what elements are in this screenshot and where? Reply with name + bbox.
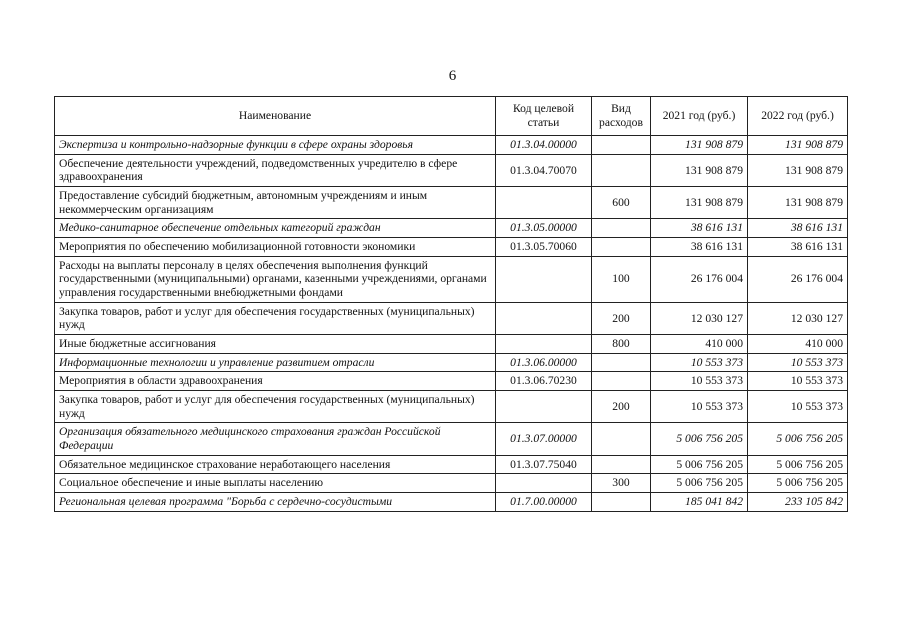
cell-code: 01.3.04.00000	[496, 136, 592, 155]
cell-year-2022: 10 553 373	[748, 391, 848, 423]
cell-year-2021: 10 553 373	[651, 353, 748, 372]
cell-name: Мероприятия по обеспечению мобилизационной готовности экономики	[55, 238, 496, 257]
table-row	[55, 238, 848, 257]
table-row	[55, 335, 848, 354]
cell-year-2021: 185 041 842	[651, 493, 748, 512]
table-row	[55, 219, 848, 238]
cell-name: Обеспечение деятельности учреждений, подведомственных учредителю в сфере здравоохранения	[55, 154, 496, 186]
cell-expense-type	[592, 455, 651, 474]
cell-year-2022: 10 553 373	[748, 372, 848, 391]
cell-year-2022: 233 105 842	[748, 493, 848, 512]
cell-year-2022: 5 006 756 205	[748, 474, 848, 493]
cell-name: Иные бюджетные ассигнования	[55, 335, 496, 354]
table-row	[55, 187, 848, 219]
table-row	[55, 302, 848, 334]
cell-year-2021: 26 176 004	[651, 256, 748, 302]
cell-year-2022: 26 176 004	[748, 256, 848, 302]
cell-code	[496, 302, 592, 334]
header-year-2021: 2021 год (руб.)	[651, 97, 748, 136]
cell-expense-type	[592, 353, 651, 372]
table-row	[55, 136, 848, 155]
cell-year-2022: 12 030 127	[748, 302, 848, 334]
cell-year-2022: 131 908 879	[748, 187, 848, 219]
table-row	[55, 391, 848, 423]
cell-year-2021: 5 006 756 205	[651, 423, 748, 455]
cell-name: Информационные технологии и управление развитием отрасли	[55, 353, 496, 372]
cell-code: 01.3.05.00000	[496, 219, 592, 238]
budget-table	[54, 96, 848, 512]
cell-year-2021: 410 000	[651, 335, 748, 354]
cell-year-2021: 131 908 879	[651, 154, 748, 186]
cell-code: 01.3.04.70070	[496, 154, 592, 186]
cell-year-2021: 131 908 879	[651, 136, 748, 155]
cell-year-2022: 5 006 756 205	[748, 455, 848, 474]
cell-expense-type	[592, 238, 651, 257]
cell-expense-type	[592, 493, 651, 512]
cell-code	[496, 391, 592, 423]
table-row	[55, 474, 848, 493]
table-row	[55, 154, 848, 186]
table-header	[55, 97, 848, 136]
cell-year-2021: 10 553 373	[651, 391, 748, 423]
cell-name: Экспертиза и контрольно-надзорные функции в сфере охраны здоровья	[55, 136, 496, 155]
cell-name: Региональная целевая программа "Борьба с сердечно-сосудистыми	[55, 493, 496, 512]
cell-name: Мероприятия в области здравоохранения	[55, 372, 496, 391]
cell-name: Обязательное медицинское страхование неработающего населения	[55, 455, 496, 474]
cell-name: Закупка товаров, работ и услуг для обеспечения государственных (муниципальных) нужд	[55, 302, 496, 334]
header-year-2022: 2022 год (руб.)	[748, 97, 848, 136]
table-body	[55, 136, 848, 512]
cell-year-2021: 38 616 131	[651, 238, 748, 257]
cell-year-2021: 38 616 131	[651, 219, 748, 238]
cell-name: Предоставление субсидий бюджетным, автономным учреждениям и иным некоммерческим организациям	[55, 187, 496, 219]
cell-expense-type: 600	[592, 187, 651, 219]
header-expense-type: Вид расходов	[592, 97, 651, 136]
header-code: Код целевой статьи	[496, 97, 592, 136]
cell-code: 01.3.06.70230	[496, 372, 592, 391]
cell-year-2021: 131 908 879	[651, 187, 748, 219]
cell-expense-type	[592, 423, 651, 455]
table-row	[55, 423, 848, 455]
cell-expense-type	[592, 154, 651, 186]
cell-name: Медико-санитарное обеспечение отдельных категорий граждан	[55, 219, 496, 238]
cell-expense-type: 100	[592, 256, 651, 302]
cell-year-2022: 131 908 879	[748, 136, 848, 155]
header-row	[55, 97, 848, 136]
cell-code	[496, 335, 592, 354]
cell-year-2022: 38 616 131	[748, 238, 848, 257]
cell-year-2022: 131 908 879	[748, 154, 848, 186]
cell-code: 01.7.00.00000	[496, 493, 592, 512]
cell-year-2021: 5 006 756 205	[651, 474, 748, 493]
cell-code: 01.3.07.75040	[496, 455, 592, 474]
table-row	[55, 493, 848, 512]
cell-expense-type: 200	[592, 302, 651, 334]
cell-year-2021: 12 030 127	[651, 302, 748, 334]
cell-expense-type	[592, 219, 651, 238]
cell-name: Закупка товаров, работ и услуг для обеспечения государственных (муниципальных) нужд	[55, 391, 496, 423]
table-row	[55, 455, 848, 474]
table-row	[55, 372, 848, 391]
cell-name: Организация обязательного медицинского страхования граждан Российской Федерации	[55, 423, 496, 455]
cell-code: 01.3.06.00000	[496, 353, 592, 372]
cell-name: Расходы на выплаты персоналу в целях обеспечения выполнения функций государственными (муниципальными) органами, казенными учреждениями, органами управления государственными внебюджетными фондами	[55, 256, 496, 302]
cell-code: 01.3.05.70060	[496, 238, 592, 257]
cell-code	[496, 187, 592, 219]
cell-code	[496, 474, 592, 493]
cell-year-2022: 10 553 373	[748, 353, 848, 372]
cell-expense-type: 300	[592, 474, 651, 493]
page-number: 6	[448, 68, 457, 84]
header-name: Наименование	[55, 97, 496, 136]
cell-code	[496, 256, 592, 302]
cell-year-2021: 5 006 756 205	[651, 455, 748, 474]
cell-expense-type	[592, 372, 651, 391]
cell-expense-type: 200	[592, 391, 651, 423]
cell-code: 01.3.07.00000	[496, 423, 592, 455]
cell-name: Социальное обеспечение и иные выплаты населению	[55, 474, 496, 493]
cell-expense-type	[592, 136, 651, 155]
cell-expense-type: 800	[592, 335, 651, 354]
cell-year-2022: 5 006 756 205	[748, 423, 848, 455]
cell-year-2021: 10 553 373	[651, 372, 748, 391]
table-row	[55, 256, 848, 302]
cell-year-2022: 38 616 131	[748, 219, 848, 238]
cell-year-2022: 410 000	[748, 335, 848, 354]
table-row	[55, 353, 848, 372]
